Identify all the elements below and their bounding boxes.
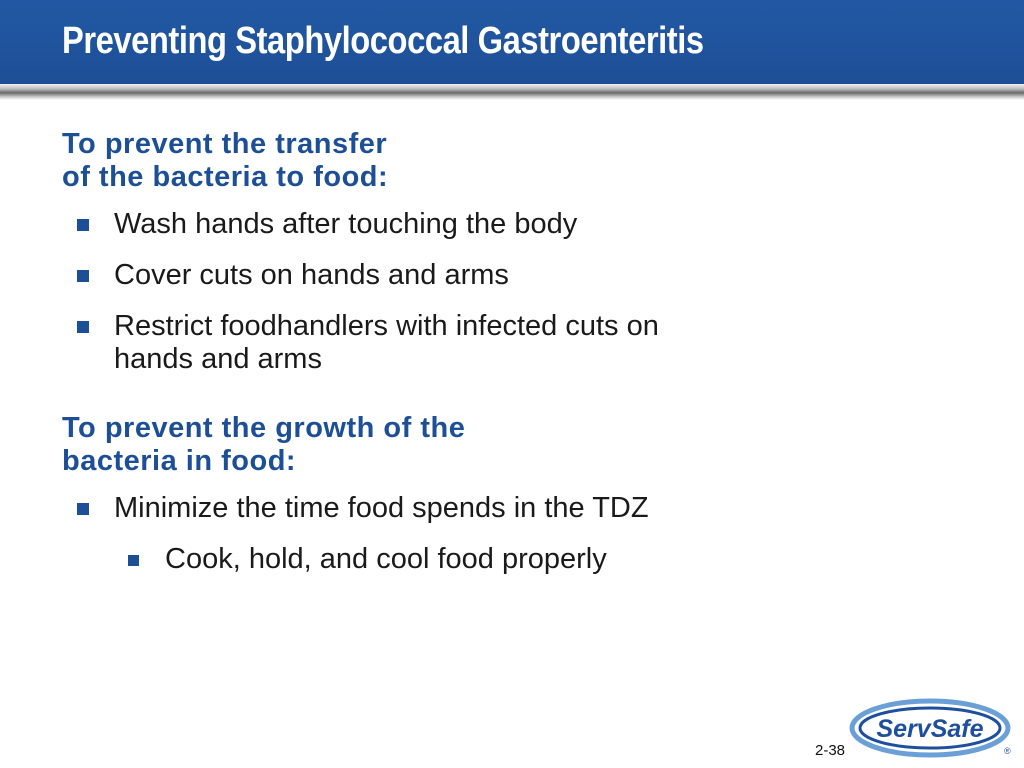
section-heading-line: of the bacteria to food: bbox=[62, 161, 389, 193]
square-bullet-icon bbox=[77, 219, 89, 231]
section-heading-line: bacteria in food: bbox=[62, 445, 297, 477]
title-bar bbox=[0, 0, 1024, 84]
slide-title: Preventing Staphylococcal Gastroenteritis bbox=[62, 20, 704, 62]
page-number: 2-38 bbox=[815, 742, 846, 759]
section-heading-growth bbox=[62, 412, 762, 478]
header-divider bbox=[0, 84, 1024, 100]
bullet-list-growth bbox=[62, 492, 762, 576]
square-bullet-icon bbox=[77, 270, 89, 282]
section-heading-transfer bbox=[62, 128, 762, 194]
section-heading-line: To prevent the growth of the bbox=[62, 412, 466, 444]
registered-mark: ® bbox=[1004, 746, 1011, 756]
section-heading-line: To prevent the transfer bbox=[62, 128, 388, 160]
bullet-item bbox=[62, 492, 674, 525]
bullet-text: Minimize the time food spends in the TDZ bbox=[114, 492, 649, 524]
square-bullet-icon bbox=[77, 503, 89, 515]
square-bullet-icon bbox=[128, 555, 139, 566]
bullet-item bbox=[62, 310, 714, 376]
servsafe-logo bbox=[848, 694, 1014, 760]
bullet-text: Restrict foodhandlers with infected cuts on hands and arms bbox=[114, 310, 659, 375]
bullet-text: Wash hands after touching the body bbox=[114, 208, 578, 240]
sub-bullet-item bbox=[62, 543, 765, 576]
bullet-text: Cover cuts on hands and arms bbox=[114, 259, 509, 291]
logo-text: ServSafe bbox=[876, 715, 984, 743]
bullet-text: Cook, hold, and cool food properly bbox=[165, 543, 607, 575]
slide-content bbox=[62, 128, 762, 594]
bullet-item bbox=[62, 259, 714, 292]
square-bullet-icon bbox=[77, 321, 89, 333]
bullet-list-transfer bbox=[62, 208, 762, 376]
bullet-item bbox=[62, 208, 714, 241]
